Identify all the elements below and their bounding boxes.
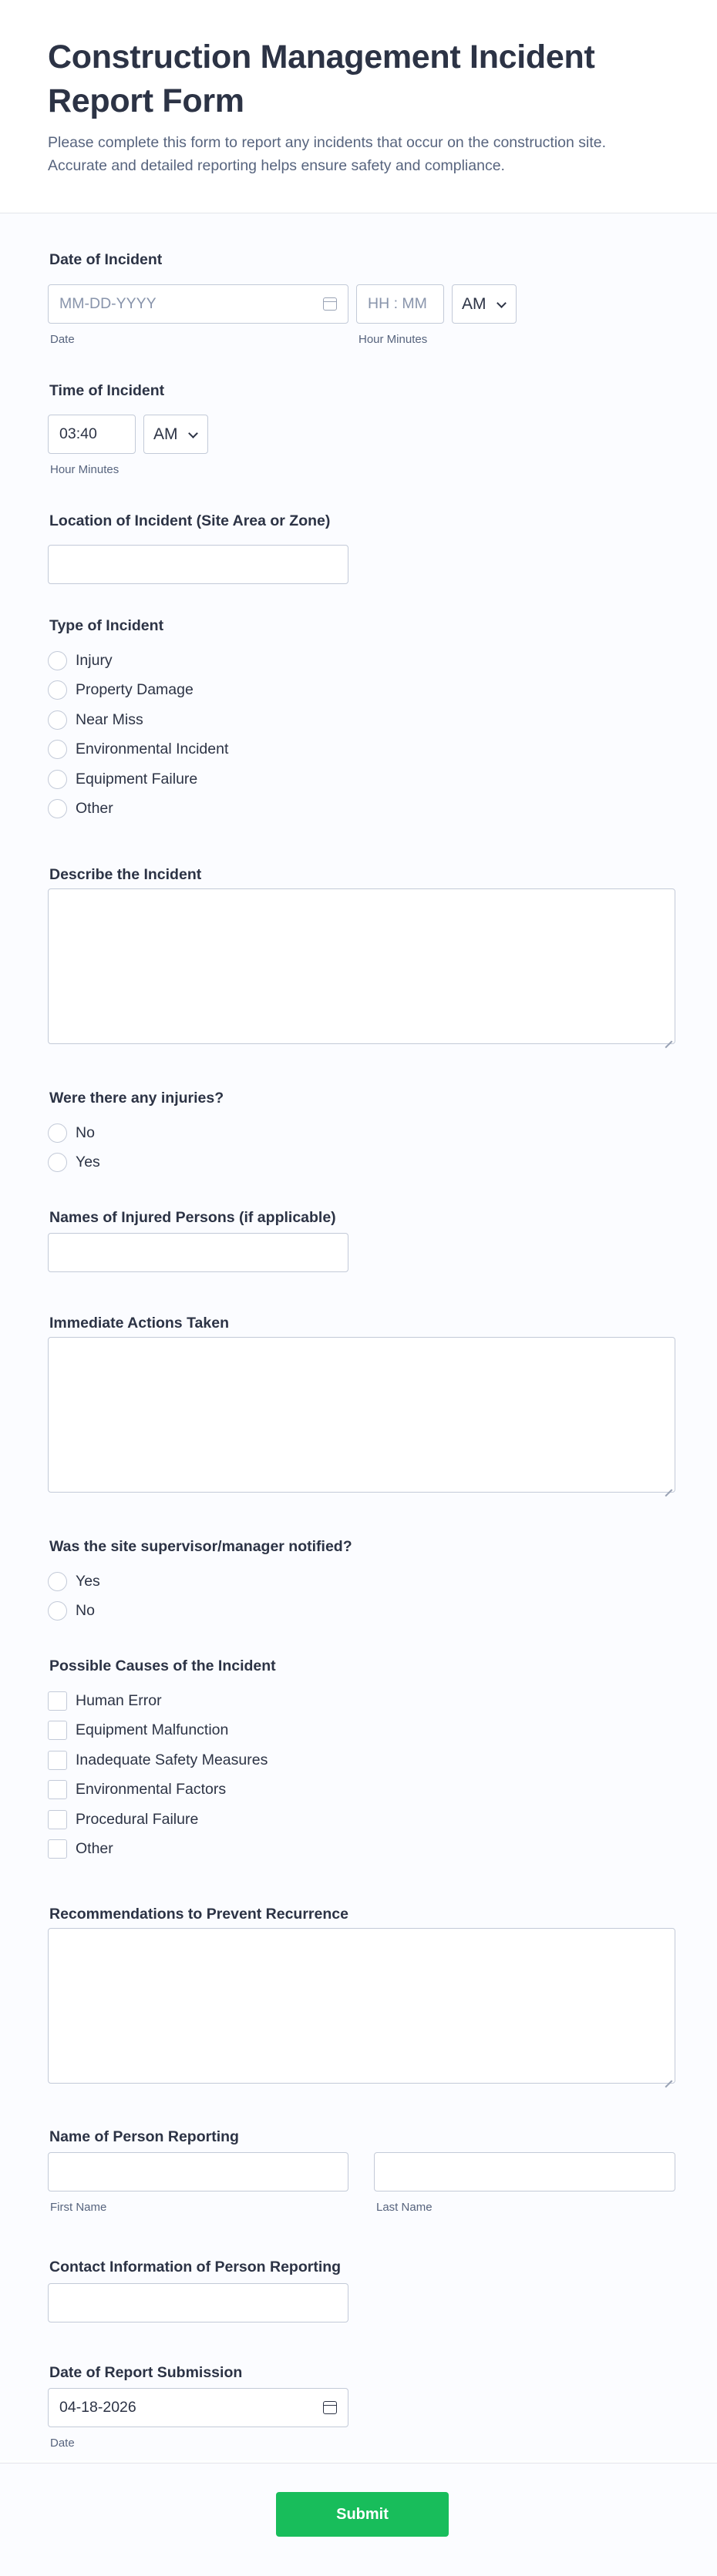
- injured-names-label-text: Names of Injured Persons (if applicable): [49, 1209, 336, 1226]
- checkbox-box[interactable]: [48, 1810, 67, 1829]
- incident-time-sublabel: Hour Minutes: [358, 333, 428, 346]
- resize-handle-icon[interactable]: [665, 1482, 672, 1490]
- radio-option-injuries-no[interactable]: [48, 1122, 95, 1144]
- radio-option-label: Near Miss: [76, 710, 143, 728]
- possible-causes-label: [49, 1657, 276, 1675]
- chevron-down-icon: [496, 299, 507, 310]
- radio-circle[interactable]: [48, 1572, 67, 1591]
- person-reporting-label: [49, 2128, 239, 2146]
- form-title: Construction Management Incident Report Form: [48, 39, 595, 119]
- immediate-actions-label: [49, 1314, 229, 1332]
- radio-option-label: Environmental Incident: [76, 740, 229, 757]
- radio-option-supervisor-no[interactable]: [48, 1600, 95, 1621]
- time-ampm-value: AM: [153, 425, 178, 443]
- radio-circle[interactable]: [48, 799, 67, 818]
- location-label: [49, 512, 330, 530]
- checkbox-box[interactable]: [48, 1691, 67, 1711]
- injured-names-input[interactable]: [48, 1233, 348, 1272]
- time-of-incident-input[interactable]: [48, 415, 136, 454]
- injured-names-label: [49, 1208, 336, 1227]
- last-name-sublabel: Last Name: [376, 2201, 433, 2214]
- contact-info-input[interactable]: [48, 2283, 348, 2322]
- last-name-input[interactable]: [374, 2152, 675, 2191]
- radio-option-label: No: [76, 1123, 95, 1141]
- report-date-label: [49, 2363, 242, 2382]
- time-ampm-select[interactable]: [143, 415, 208, 454]
- report-date-label-text: Date of Report Submission: [49, 2364, 243, 2381]
- date-of-incident-label-text: Date of Incident: [49, 251, 163, 268]
- radio-option-injury[interactable]: [48, 650, 113, 671]
- radio-circle[interactable]: [48, 710, 67, 730]
- radio-circle[interactable]: [48, 770, 67, 789]
- incident-date-input[interactable]: [48, 284, 348, 324]
- radio-option-label: Property Damage: [76, 680, 194, 698]
- immediate-actions-textarea[interactable]: [48, 1337, 675, 1493]
- first-name-input[interactable]: [48, 2152, 348, 2191]
- checkbox-option-label: Equipment Malfunction: [76, 1721, 229, 1738]
- supervisor-notified-label-text: Was the site supervisor/manager notified?: [49, 1538, 352, 1555]
- injuries-label: [49, 1089, 224, 1107]
- radio-option-label: Injury: [76, 651, 113, 669]
- checkbox-option-label: Procedural Failure: [76, 1810, 199, 1828]
- immediate-actions-label-text: Immediate Actions Taken: [49, 1315, 229, 1332]
- radio-option-equipment-failure[interactable]: [48, 768, 197, 790]
- describe-textarea[interactable]: [48, 888, 675, 1044]
- radio-circle[interactable]: [48, 740, 67, 759]
- submit-button[interactable]: Submit: [276, 2492, 449, 2537]
- report-date-sublabel: Date: [50, 2437, 75, 2450]
- time-of-incident-label-text: Time of Incident: [49, 382, 165, 399]
- radio-option-supervisor-yes[interactable]: [48, 1570, 100, 1592]
- incident-time-placeholder: HH : MM: [368, 295, 427, 312]
- checkbox-option-equipment-malfunction[interactable]: [48, 1719, 228, 1741]
- checkbox-option-inadequate-safety[interactable]: [48, 1749, 268, 1771]
- checkbox-option-other[interactable]: [48, 1838, 113, 1859]
- contact-info-label: [49, 2258, 341, 2276]
- checkbox-option-environmental-factors[interactable]: [48, 1778, 226, 1800]
- checkbox-box[interactable]: [48, 1839, 67, 1859]
- incident-date-placeholder: MM-DD-YYYY: [59, 295, 157, 312]
- recommendations-label-text: Recommendations to Prevent Recurrence: [49, 1906, 348, 1923]
- type-of-incident-label-text: Type of Incident: [49, 617, 164, 634]
- checkbox-option-human-error[interactable]: [48, 1690, 162, 1711]
- incident-time-input[interactable]: [356, 284, 444, 324]
- checkbox-box[interactable]: [48, 1751, 67, 1770]
- incident-ampm-value: AM: [462, 294, 486, 313]
- radio-option-label: Yes: [76, 1572, 100, 1590]
- supervisor-notified-label: [49, 1537, 352, 1556]
- calendar-icon[interactable]: [323, 297, 337, 311]
- checkbox-option-procedural-failure[interactable]: [48, 1809, 198, 1830]
- checkbox-option-label: Environmental Factors: [76, 1780, 227, 1798]
- time-of-incident-value: 03:40: [59, 425, 97, 442]
- form-body: [0, 213, 717, 2460]
- radio-option-label: Equipment Failure: [76, 770, 198, 788]
- form-subtitle: Please complete this form to report any incidents that occur on the construction site. Accurate and detailed reporting helps ensure safety and compliance.: [48, 134, 607, 174]
- incident-date-sublabel: Date: [50, 333, 75, 346]
- radio-option-injuries-yes[interactable]: [48, 1151, 100, 1173]
- form-header: [0, 0, 717, 213]
- checkbox-option-label: Other: [76, 1839, 113, 1857]
- first-name-sublabel: First Name: [50, 2201, 107, 2214]
- time-of-incident-label: [49, 381, 164, 400]
- radio-option-environmental-incident[interactable]: [48, 738, 228, 760]
- person-reporting-label-text: Name of Person Reporting: [49, 2128, 239, 2145]
- radio-option-near-miss[interactable]: [48, 709, 143, 730]
- incident-ampm-select[interactable]: [452, 284, 517, 324]
- type-of-incident-label: [49, 616, 163, 635]
- report-date-value: 04-18-2026: [59, 2399, 136, 2416]
- resize-handle-icon[interactable]: [665, 1033, 672, 1041]
- radio-circle[interactable]: [48, 651, 67, 670]
- possible-causes-label-text: Possible Causes of the Incident: [49, 1657, 276, 1674]
- resize-handle-icon[interactable]: [665, 2073, 672, 2081]
- contact-info-label-text: Contact Information of Person Reporting: [49, 2259, 342, 2275]
- radio-option-label: Yes: [76, 1153, 100, 1170]
- radio-circle[interactable]: [48, 1153, 67, 1172]
- checkbox-option-label: Human Error: [76, 1691, 162, 1709]
- date-of-incident-label: [49, 250, 162, 269]
- location-label-text: Location of Incident (Site Area or Zone): [49, 512, 331, 529]
- describe-label: [49, 865, 201, 884]
- recommendations-textarea[interactable]: [48, 1928, 675, 2084]
- injuries-label-text: Were there any injuries?: [49, 1090, 224, 1107]
- radio-option-property-damage[interactable]: [48, 679, 194, 700]
- time-of-incident-sublabel: Hour Minutes: [50, 463, 120, 476]
- describe-label-text: Describe the Incident: [49, 866, 202, 883]
- calendar-icon[interactable]: [323, 2401, 337, 2414]
- report-date-input[interactable]: [48, 2388, 348, 2427]
- radio-circle[interactable]: [48, 1601, 67, 1620]
- radio-option-label: No: [76, 1601, 95, 1619]
- radio-circle[interactable]: [48, 680, 67, 700]
- form-footer: [0, 2463, 717, 2576]
- location-input[interactable]: [48, 545, 348, 584]
- radio-option-label: Other: [76, 799, 113, 817]
- radio-circle[interactable]: [48, 1123, 67, 1143]
- recommendations-label: [49, 1905, 348, 1923]
- radio-option-other[interactable]: [48, 798, 113, 819]
- checkbox-option-label: Inadequate Safety Measures: [76, 1751, 268, 1768]
- chevron-down-icon: [187, 429, 198, 440]
- checkbox-box[interactable]: [48, 1721, 67, 1740]
- checkbox-box[interactable]: [48, 1780, 67, 1799]
